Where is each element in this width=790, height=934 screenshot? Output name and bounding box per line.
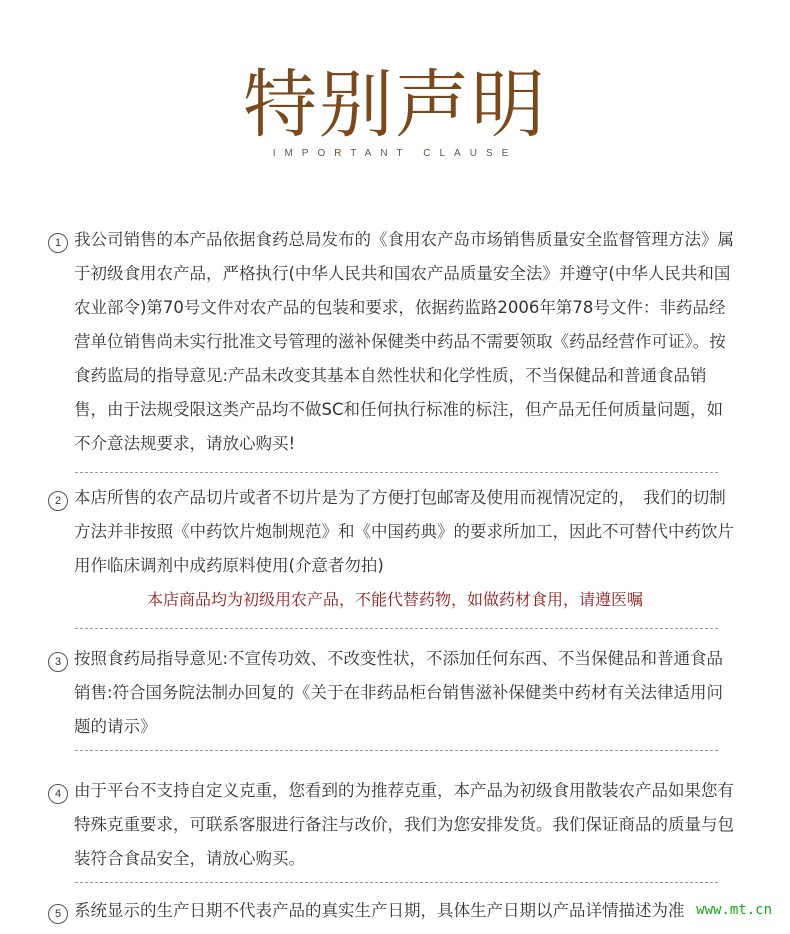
divider [75,750,718,751]
clause-text-5: 系统显示的生产日期不代表产品的真实生产日期，具体生产日期以产品详情描述为准 [74,901,685,920]
warning-note: 本店商品均为初级用农产品，不能代替药物，如做药材食用，请遵医嘱 [146,590,643,609]
clause-number-2: 2 [48,491,68,511]
divider [75,628,718,629]
divider [75,472,718,473]
clause-number-3: 3 [48,652,68,672]
watermark-text: www.mt.cn [696,902,772,918]
clause-text-2: 本店所售的农产品切片或者不切片是为了方便打包邮寄及使用而视情况定的， 我们的切制方法并非按照《中药饮片炮制规范》和《中国药典》的要求所加工，因此不可替代中药饮片用作临床调剂中成药原料使用(介意者勿拍) [74,488,734,575]
clause-number-5: 5 [48,904,68,924]
divider [75,882,718,883]
page-subtitle: IMPORTANT CLAUSE [272,148,518,159]
clause-number-1: 1 [48,233,68,253]
clause-text-3: 按照食药局指导意见:不宣传功效、不改变性状，不添加任何东西、不当保健品和普通食品销售:符合国务院法制办回复的《关于在非药品柜台销售滋补保健类中药材有关法律适用问题的请示》 [74,649,724,736]
clause-text-4: 由于平台不支持自定义克重，您看到的为推荐克重，本产品为初级食用散装农产品如果您有特殊克重要求，可联系客服进行备注与改价，我们为您安排发货。我们保证商品的质量与包装符合食品安全，请放心购买。 [74,781,734,868]
clause-number-4: 4 [48,784,68,804]
page-title: 特别声明 [243,62,547,148]
clause-text-1: 我公司销售的本产品依据食药总局发布的《食用农产岛市场销售质量安全监督管理方法》属于初级食用农产品，严格执行(中华人民共和国农产品质量安全法》并遵守(中华人民共和国农业部令)第70号文件对农产品的包装和要求，依据药监路2006年第78号文件：非药品经营单位销售尚未实行批准文号管理的滋补保健类中药品不需要领取《药品经营作可证》。按食药监局的指导意见:产品未改变其基本自然性状和化学性质，不当保健品和普通食品销售，由于法规受限这类产品均不做SC和任何执行标准的标注，但产品无任何质量问题，如不介意法规要求，请放心购买! [74,230,734,453]
